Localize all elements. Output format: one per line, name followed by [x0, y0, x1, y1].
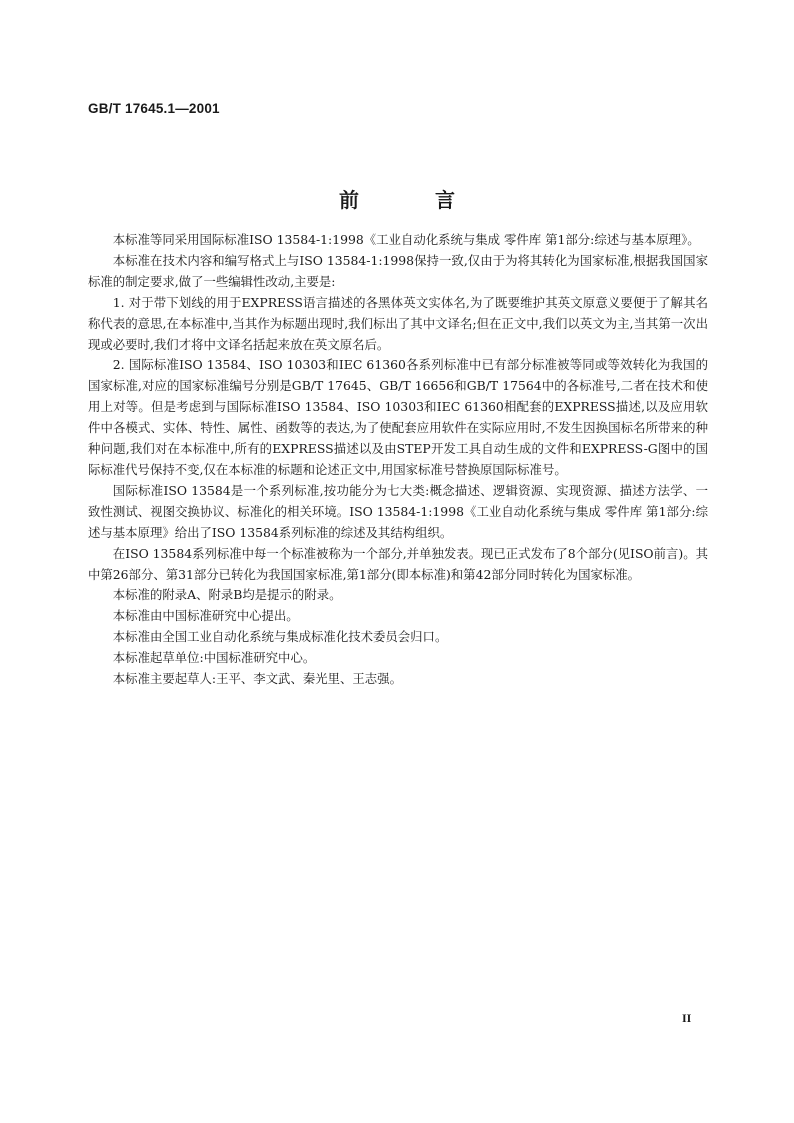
- title-char: 前: [339, 188, 359, 212]
- paragraph: 本标准主要起草人:王平、李文武、秦光里、王志强。: [112, 671, 402, 687]
- paragraph: 本标准由全国工业自动化系统与集成标准化技术委员会归口。: [112, 629, 448, 645]
- paragraph: 国际标准ISO 13584是一个系列标准,按功能分为七大类:概念描述、逻辑资源、实现资源、描述方法学、一致性测试、视图交换协议、标准化的相关环境。ISO 13584-1:1998《工业自动化系统与集成 零件库 第1部分:综述与基本原理》给出了ISO 13584系列标准的综述及其结构组织。: [88, 482, 708, 540]
- page-number: II: [682, 1011, 692, 1025]
- paragraph: 2. 国际标准ISO 13584、ISO 10303和IEC 61360各系列标准中已有部分标准被等同或等效转化为我国的国家标准,对应的国家标准编号分别是GB/T 17645、GB/T 16656和GB/T 17564中的各标准号,二者在技术和使用上对等。但是考虑到与国际标准ISO 13584、ISO 10303和IEC 61360相配套的EXPRESS描述,以及应用软件中各模式、实体、特性、属性、函数等的表达,为了使配套应用软件在实际应用时,不发生因换国标名所带来的种种问题,我们对在本标准中,所有的EXPRESS描述以及由STEP开发工具自动生成的文件和EXPRESS-G图中的国际标准代号保持不变,仅在本标准的标题和论述正文中,用国家标准号替换原国际标准号。: [88, 357, 708, 477]
- paragraph: 本标准在技术内容和编写格式上与ISO 13584-1:1998保持一致,仅由于为将其转化为国家标准,根据我国国家标准的制定要求,做了一些编辑性改动,主要是:: [88, 252, 708, 289]
- paragraph: 在ISO 13584系列标准中每一个标准被称为一个部分,并单独发表。现已正式发布了8个部分(见ISO前言)。其中第26部分、第31部分已转化为我国国家标准,第1部分(即本标准)和第42部分同时转化为国家标准。: [88, 545, 708, 582]
- paragraph: 本标准等同采用国际标准ISO 13584-1:1998《工业自动化系统与集成 零件库 第1部分:综述与基本原理》。: [112, 232, 700, 247]
- page-title: [0, 184, 794, 213]
- paragraph: 本标准由中国标准研究中心提出。: [112, 608, 299, 624]
- title-char: 言: [435, 188, 455, 212]
- paragraph: 1. 对于带下划线的用于EXPRESS语言描述的各黑体英文实体名,为了既要维护其英文原意义要便于了解其名称代表的意思,在本标准中,当其作为标题出现时,我们标出了其中文译名;但在正文中,我们以英文为主,当其第一次出现或必要时,我们才将中文译名括起来放在英文原名后。: [88, 294, 708, 352]
- foreword-body: [88, 230, 708, 690]
- paragraph: 本标准起草单位:中国标准研究中心。: [112, 650, 316, 666]
- paragraph: 本标准的附录A、附录B均是提示的附录。: [112, 587, 342, 603]
- standard-code: GB/T 17645.1—2001: [88, 101, 220, 116]
